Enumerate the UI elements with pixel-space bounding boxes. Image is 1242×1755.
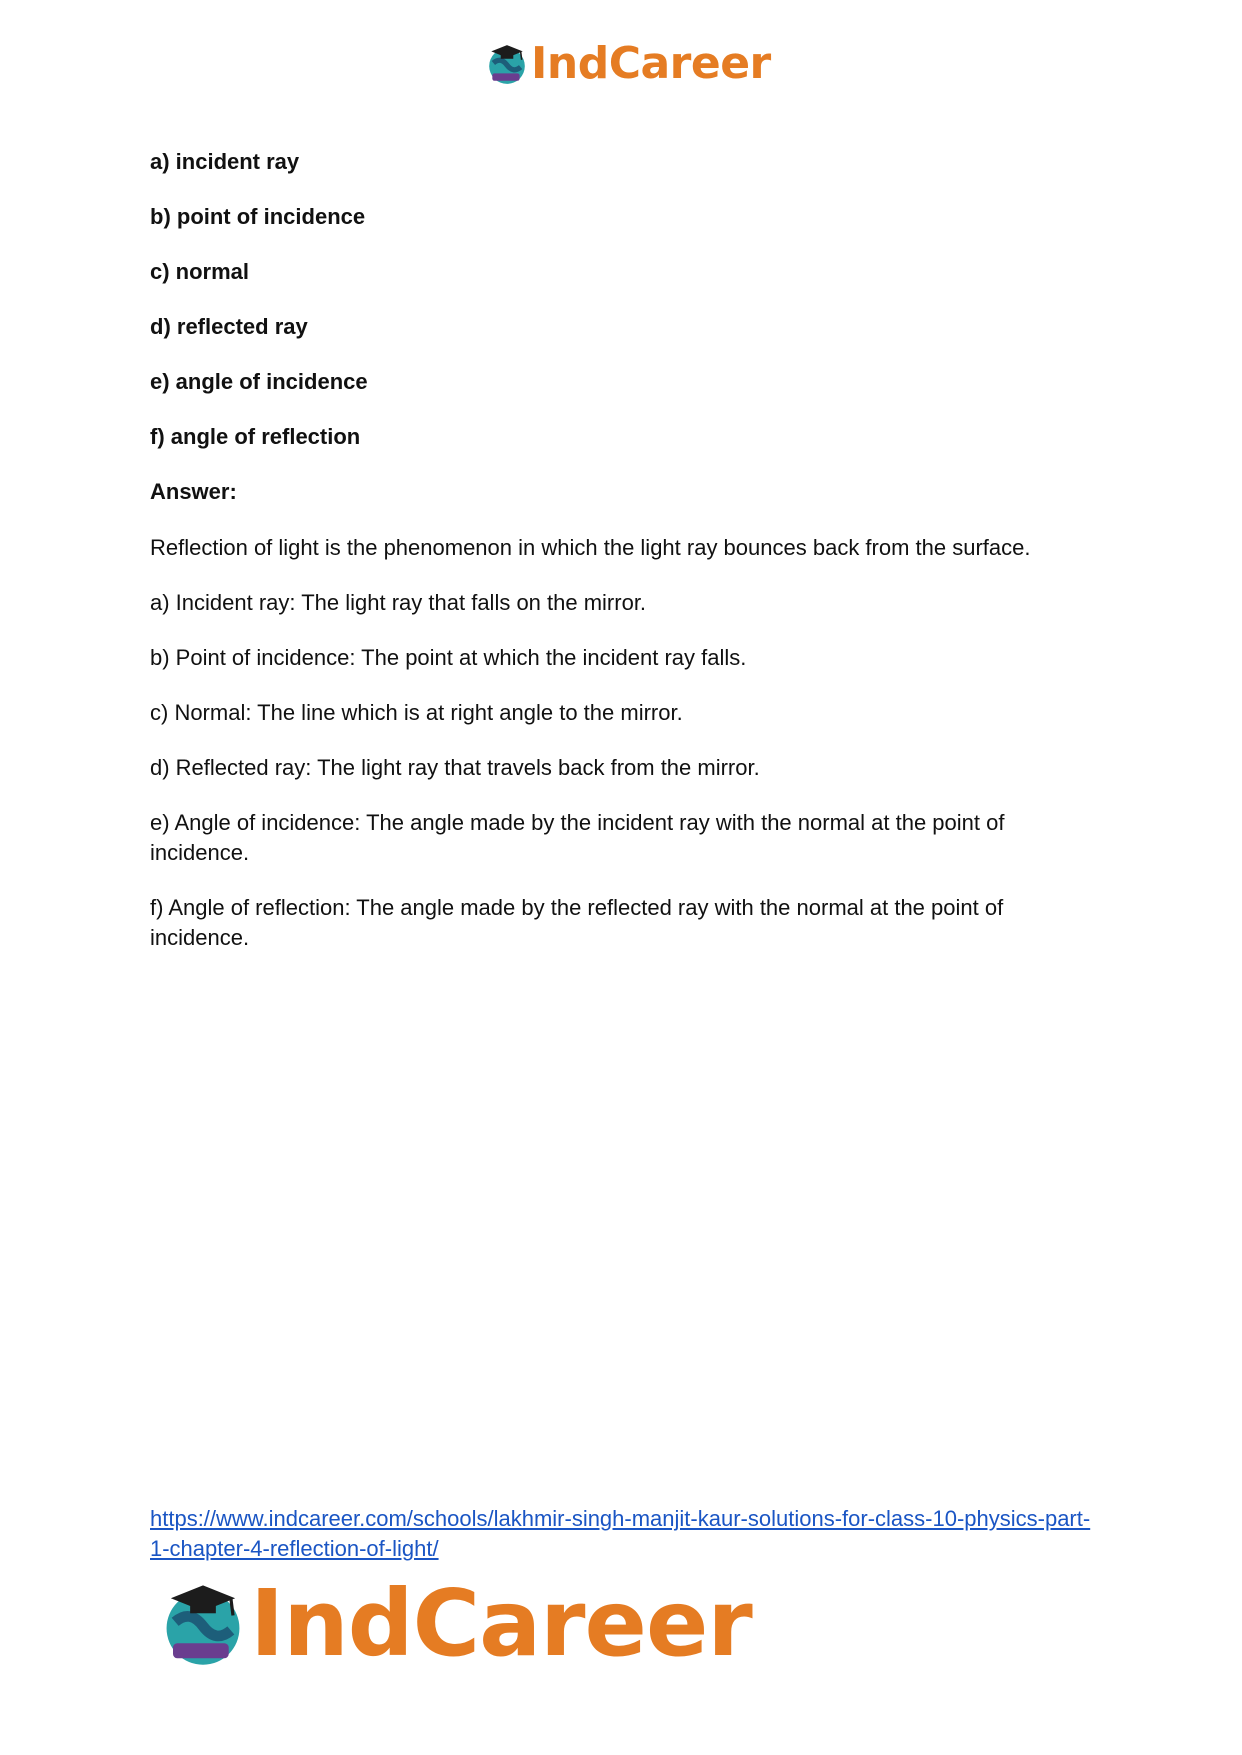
answer-intro: Reflection of light is the phenomenon in which the light ray bounces back from the surface. [150,535,1031,560]
footer-logo [160,1570,752,1677]
question-item: b) point of incidence [150,204,366,229]
globe-graduation-cap-icon [160,1579,246,1669]
brand-wordmark: IndCareer [531,38,771,89]
answer-item: d) Reflected ray: The light ray that travels back from the mirror. [150,755,760,780]
question-item: c) normal [150,259,250,284]
header-logo [486,38,771,89]
answer-item: b) Point of incidence: The point at which the incident ray falls. [150,645,747,670]
question-item: f) angle of reflection [150,424,361,449]
question-item: a) incident ray [150,149,300,174]
question-item: e) angle of incidence [150,369,368,394]
source-link[interactable]: https://www.indcareer.com/schools/lakhmir-singh-manjit-kaur-solutions-for-class-10-physics-part-1-chapter-4-reflection-of-light/ [150,1506,1091,1561]
answer-item: a) Incident ray: The light ray that falls on the mirror. [150,590,647,615]
answer-heading: Answer: [150,479,237,504]
answer-item: c) Normal: The line which is at right angle to the mirror. [150,700,683,725]
brand-wordmark: IndCareer [250,1570,752,1677]
answer-item: f) Angle of reflection: The angle made by the reflected ray with the normal at the point of incidence. [150,895,1004,950]
question-item: d) reflected ray [150,314,308,339]
document-body [150,148,1090,978]
globe-graduation-cap-icon [486,42,528,86]
answer-item: e) Angle of incidence: The angle made by the incident ray with the normal at the point of incidence. [150,810,1005,865]
